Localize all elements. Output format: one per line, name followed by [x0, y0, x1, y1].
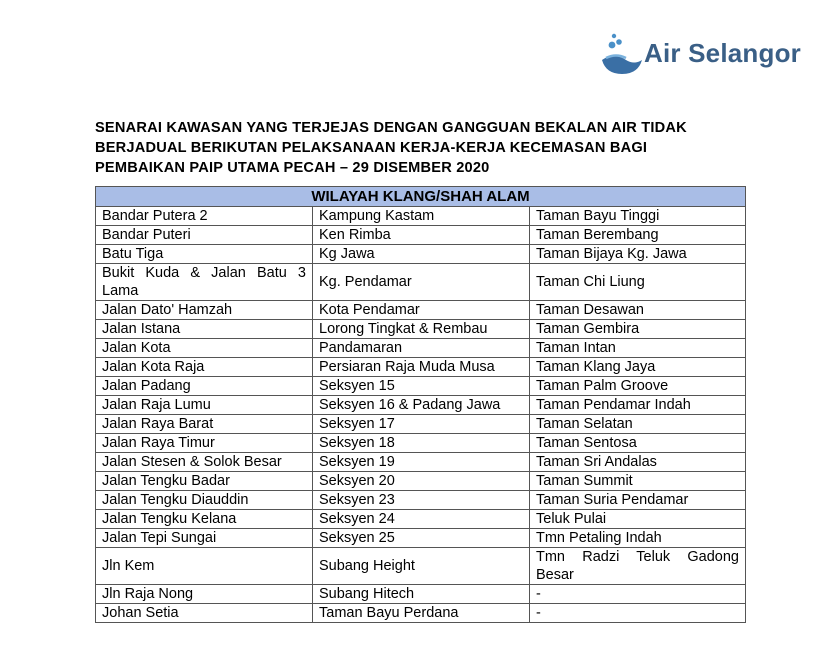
table-cell: Seksyen 16 & Padang Jawa — [313, 396, 530, 415]
table-row — [96, 415, 746, 434]
brand-name: Air Selangor — [644, 38, 801, 68]
table-cell: Teluk Pulai — [530, 510, 746, 529]
table-cell: Seksyen 18 — [313, 434, 530, 453]
table-cell: Lorong Tingkat & Rembau — [313, 320, 530, 339]
table-cell: Taman Suria Pendamar — [530, 491, 746, 510]
table-cell: Persiaran Raja Muda Musa — [313, 358, 530, 377]
table-cell: Taman Palm Groove — [530, 377, 746, 396]
table-cell: Jalan Istana — [96, 320, 313, 339]
table-cell: Taman Sentosa — [530, 434, 746, 453]
table-cell: Taman Summit — [530, 472, 746, 491]
table-cell: Jalan Tengku Diauddin — [96, 491, 313, 510]
document-title — [95, 118, 755, 178]
table-row — [96, 377, 746, 396]
table-cell: Taman Desawan — [530, 301, 746, 320]
table-row — [96, 453, 746, 472]
table-row — [96, 264, 746, 301]
table-body — [96, 207, 746, 623]
table-cell: Bandar Putera 2 — [96, 207, 313, 226]
table-cell: Bukit Kuda & Jalan Batu 3 Lama — [96, 264, 313, 301]
table-cell: Jalan Tengku Kelana — [96, 510, 313, 529]
table-row — [96, 339, 746, 358]
table-cell: Seksyen 24 — [313, 510, 530, 529]
table-row — [96, 434, 746, 453]
table-row — [96, 358, 746, 377]
table-cell: - — [530, 604, 746, 623]
table-cell: Kota Pendamar — [313, 301, 530, 320]
table-cell: Taman Chi Liung — [530, 264, 746, 301]
table-cell: Pandamaran — [313, 339, 530, 358]
table-row — [96, 320, 746, 339]
table-cell: Jalan Kota — [96, 339, 313, 358]
table-cell: Ken Rimba — [313, 226, 530, 245]
table-row — [96, 529, 746, 548]
table-cell: Taman Sri Andalas — [530, 453, 746, 472]
table-cell: Jalan Stesen & Solok Besar — [96, 453, 313, 472]
table-cell: Seksyen 15 — [313, 377, 530, 396]
table-header: WILAYAH KLANG/SHAH ALAM — [96, 187, 746, 207]
table-cell: Jalan Raya Barat — [96, 415, 313, 434]
table-cell: Jalan Kota Raja — [96, 358, 313, 377]
table-cell: Seksyen 17 — [313, 415, 530, 434]
affected-areas-table — [95, 186, 746, 623]
table-cell: Taman Intan — [530, 339, 746, 358]
table-row — [96, 491, 746, 510]
table-cell: Taman Selatan — [530, 415, 746, 434]
table-row — [96, 207, 746, 226]
table-cell: Kg. Pendamar — [313, 264, 530, 301]
table-cell: Taman Gembira — [530, 320, 746, 339]
table-cell: Taman Bijaya Kg. Jawa — [530, 245, 746, 264]
table-cell: Taman Pendamar Indah — [530, 396, 746, 415]
table-cell: Taman Bayu Perdana — [313, 604, 530, 623]
table-cell: Jln Raja Nong — [96, 585, 313, 604]
table-row — [96, 472, 746, 491]
table-cell: Seksyen 19 — [313, 453, 530, 472]
table-cell: Batu Tiga — [96, 245, 313, 264]
table-row — [96, 226, 746, 245]
table-row — [96, 585, 746, 604]
table-cell: Kampung Kastam — [313, 207, 530, 226]
table-cell: Taman Bayu Tinggi — [530, 207, 746, 226]
title-line: SENARAI KAWASAN YANG TERJEJAS DENGAN GANGGUAN BEKALAN AIR TIDAK — [95, 120, 687, 136]
table-cell: Subang Height — [313, 548, 530, 585]
table-cell: Jalan Raja Lumu — [96, 396, 313, 415]
table-cell: Seksyen 20 — [313, 472, 530, 491]
table-cell: Seksyen 25 — [313, 529, 530, 548]
table-cell: Jalan Tengku Badar — [96, 472, 313, 491]
table-cell: Jalan Dato' Hamzah — [96, 301, 313, 320]
table-cell: Jln Kem — [96, 548, 313, 585]
table-cell: Jalan Raya Timur — [96, 434, 313, 453]
table-cell: Subang Hitech — [313, 585, 530, 604]
table-row — [96, 301, 746, 320]
table-row — [96, 510, 746, 529]
table-cell: Jalan Padang — [96, 377, 313, 396]
table-cell: Jalan Tepi Sungai — [96, 529, 313, 548]
table-cell: Kg Jawa — [313, 245, 530, 264]
title-line: PEMBAIKAN PAIP UTAMA PECAH – 29 DISEMBER 2020 — [95, 160, 490, 176]
table-cell: Tmn Radzi Teluk Gadong Besar — [530, 548, 746, 585]
table-row — [96, 604, 746, 623]
table-cell: - — [530, 585, 746, 604]
table-cell: Tmn Petaling Indah — [530, 529, 746, 548]
table-cell: Bandar Puteri — [96, 226, 313, 245]
title-line: BERJADUAL BERIKUTAN PELAKSANAAN KERJA-KERJA KECEMASAN BAGI — [95, 140, 648, 156]
table-row — [96, 396, 746, 415]
table-cell: Taman Berembang — [530, 226, 746, 245]
table-row — [96, 245, 746, 264]
air-selangor-logo — [600, 30, 810, 80]
table-row — [96, 548, 746, 585]
table-cell: Seksyen 23 — [313, 491, 530, 510]
table-cell: Taman Klang Jaya — [530, 358, 746, 377]
water-drop-logo-icon — [600, 30, 648, 78]
table-cell: Johan Setia — [96, 604, 313, 623]
